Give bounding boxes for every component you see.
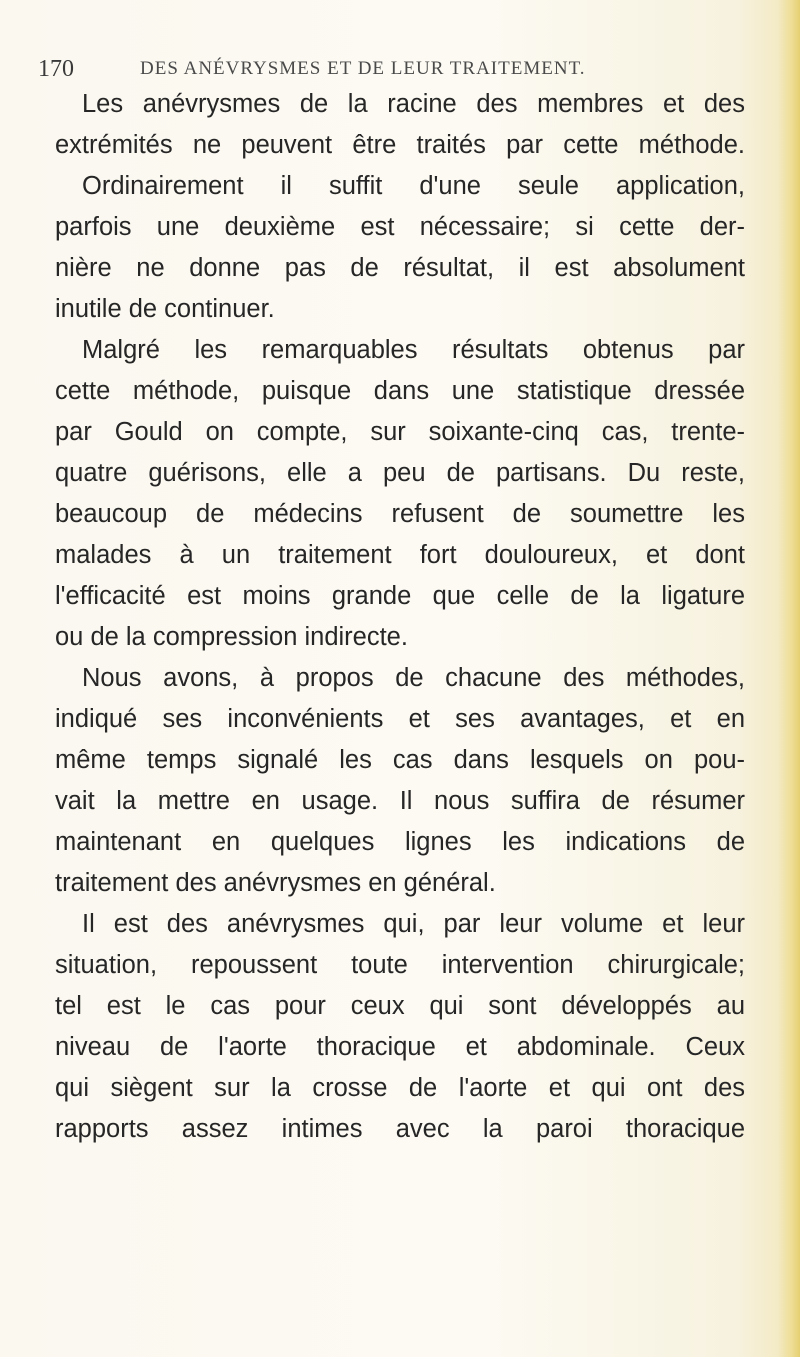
text-line: par Gould on compte, sur soixante-cinq cas, trente- <box>55 418 745 446</box>
text-line: inutile de continuer. <box>55 295 275 323</box>
text-line: malades à un traitement fort douloureux, et dont <box>55 541 745 569</box>
text-line: Nous avons, à propos de chacune des méthodes, <box>82 664 745 692</box>
text-line: ou de la compression indirecte. <box>55 623 408 651</box>
text-line: beaucoup de médecins refusent de soumettre les <box>55 500 745 528</box>
text-line: situation, repoussent toute intervention chirurgicale; <box>55 951 745 979</box>
text-line: cette méthode, puisque dans une statistique dressée <box>55 377 745 405</box>
text-line: extrémités ne peuvent être traités par cette méthode. <box>55 131 745 159</box>
page-edge-shadow <box>778 0 800 1357</box>
page-number: 170 <box>38 56 74 82</box>
text-line: qui siègent sur la crosse de l'aorte et qui ont des <box>55 1074 745 1102</box>
paragraph-3 <box>55 658 745 904</box>
text-line: nière ne donne pas de résultat, il est absolument <box>55 254 745 282</box>
text-line: même temps signalé les cas dans lesquels on pou- <box>55 746 745 774</box>
text-line: niveau de l'aorte thoracique et abdominale. Ceux <box>55 1033 745 1061</box>
text-line: Il est des anévrysmes qui, par leur volume et leur <box>82 910 745 938</box>
text-line: Les anévrysmes de la racine des membres et des <box>82 90 745 118</box>
text-line: maintenant en quelques lignes les indications de <box>55 828 745 856</box>
text-line: vait la mettre en usage. Il nous suffira de résumer <box>55 787 745 815</box>
paragraph-2 <box>55 330 745 658</box>
text-line: Ordinairement il suffit d'une seule application, <box>82 172 745 200</box>
text-line: Malgré les remarquables résultats obtenus par <box>82 336 745 364</box>
running-head-title: DES ANÉVRYSMES ET DE LEUR TRAITEMENT. <box>140 58 586 79</box>
text-line: traitement des anévrysmes en général. <box>55 869 496 897</box>
paragraph-4 <box>55 904 745 1150</box>
text-line: indiqué ses inconvénients et ses avantages, et en <box>55 705 745 733</box>
text-line: quatre guérisons, elle a peu de partisans. Du reste, <box>55 459 745 487</box>
paragraph-1 <box>55 84 745 330</box>
text-line: tel est le cas pour ceux qui sont développés au <box>55 992 745 1020</box>
text-line: parfois une deuxième est nécessaire; si cette der- <box>55 213 745 241</box>
text-line: rapports assez intimes avec la paroi thoracique <box>55 1115 745 1143</box>
text-line: l'efficacité est moins grande que celle de la ligature <box>55 582 745 610</box>
running-head <box>0 48 800 88</box>
body-text <box>55 84 745 1150</box>
